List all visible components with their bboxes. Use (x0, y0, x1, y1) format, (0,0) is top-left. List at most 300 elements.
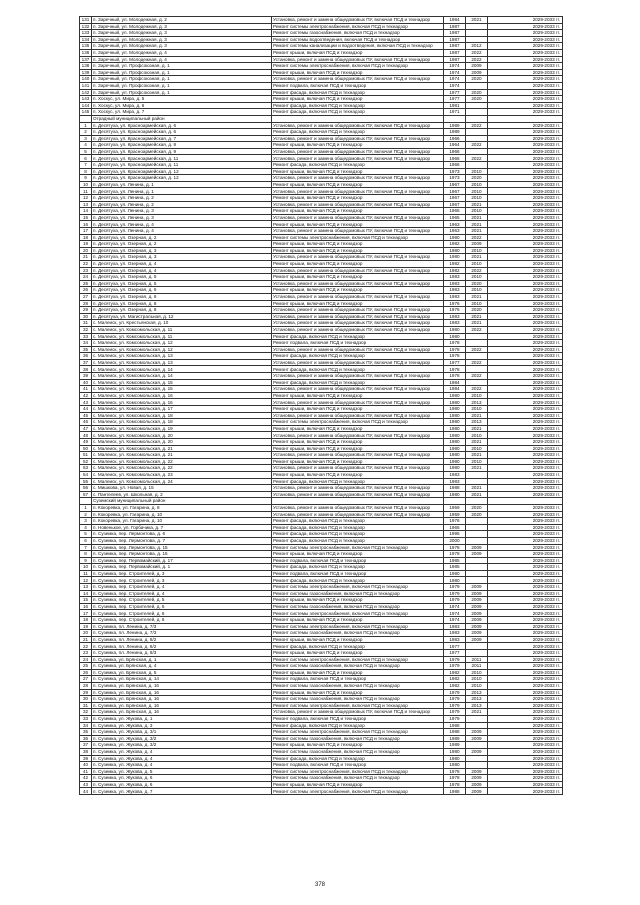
year-built-cell: 1964 (444, 142, 466, 149)
year-built-cell: 1980 (444, 458, 466, 465)
year-built-cell: 1980 (444, 326, 466, 333)
work-type-cell: Ремонт крыши, включая ПСД и технадзор (272, 195, 444, 202)
year-repair-cell: 2022 (466, 326, 488, 333)
period-cell: 2029-2033 гг. (488, 478, 563, 485)
work-type-cell: Установка, ремонт и замена общедомовых ПУ, включая ПСД и технадзор (272, 155, 444, 162)
period-cell: 2029-2033 гг. (488, 557, 563, 564)
work-type-cell: Ремонт крыши, включая ПСД и технадзор (272, 241, 444, 248)
year-repair-cell (466, 82, 488, 89)
table-row (80, 208, 563, 215)
year-repair-cell: 2009 (466, 768, 488, 775)
address-cell: с. Малеиск, ул. Комсомольская, д. 21 (92, 452, 272, 459)
period-cell: 2029-2033 гг. (488, 49, 563, 56)
address-cell: п. Суземка, пл. Ленина, д. 8/3 (92, 650, 272, 657)
row-number-cell: 46 (80, 419, 92, 426)
year-repair-cell: 2010 (466, 392, 488, 399)
year-repair-cell: 2009 (466, 603, 488, 610)
row-number-cell: 9 (80, 175, 92, 182)
address-cell: п. Суземка, ул. Жукова, д. 3 (92, 722, 272, 729)
year-built-cell: 1978 (444, 551, 466, 558)
table-row (80, 254, 563, 261)
row-number-cell: 40 (80, 762, 92, 769)
row-number-cell: 48 (80, 432, 92, 439)
year-built-cell: 1982 (444, 260, 466, 267)
work-type-cell: Ремонт крыши, включая ПСД и технадзор (272, 742, 444, 749)
address-cell: с. Пантелеев, ул. Школьная, д. 2 (92, 491, 272, 498)
work-type-cell: Установка, ремонт и замена общедомовых ПУ, включая ПСД и технадзор (272, 320, 444, 327)
year-built-cell: 1977 (444, 359, 466, 366)
year-built-cell: 1988 (444, 722, 466, 729)
year-built-cell: 1976 (444, 300, 466, 307)
year-repair-cell: 2022 (466, 49, 488, 56)
work-type-cell: Установка, ремонт и замена общедомовых ПУ, включая ПСД и технадзор (272, 491, 444, 498)
period-cell: 2029-2033 гг. (488, 102, 563, 109)
year-repair-cell: 2010 (466, 247, 488, 254)
row-number-cell: 22 (80, 260, 92, 267)
period-cell (488, 115, 563, 122)
work-type-cell: Ремонт крыши, включая ПСД и технадзор (272, 636, 444, 643)
table-row (80, 307, 563, 314)
period-cell: 2029-2033 гг. (488, 722, 563, 729)
period-cell: 2029-2033 гг. (488, 109, 563, 116)
address-cell: с. Малеиск, ул. Комсомольская, д. 16 (92, 399, 272, 406)
period-cell: 2029-2033 гг. (488, 458, 563, 465)
row-number-cell: 28 (80, 300, 92, 307)
period-cell: 2029-2033 гг. (488, 643, 563, 650)
year-built-cell: 1974 (444, 63, 466, 70)
address-cell: с. Малеиск, ул. Комсомольская, д. 16 (92, 392, 272, 399)
work-type-cell: Ремонт крыши, включая ПСД и технадзор (272, 458, 444, 465)
period-cell: 2029-2033 гг. (488, 359, 563, 366)
year-repair-cell: 2010 (466, 287, 488, 294)
table-row (80, 636, 563, 643)
address-cell: п. Кокоревка, ул. Гагарина, д. 10 (92, 511, 272, 518)
table-row (80, 742, 563, 749)
row-number-cell: 1 (80, 504, 92, 511)
table-row (80, 168, 563, 175)
table-row (80, 175, 563, 182)
period-cell: 2029-2033 гг. (488, 195, 563, 202)
row-number-cell: 24 (80, 274, 92, 281)
section-title: Отрадный муниципальный район (92, 115, 272, 122)
table-row (80, 293, 563, 300)
address-cell: п. Десятуха, ул. Озерная, д. 2 (92, 234, 272, 241)
table-row (80, 478, 563, 485)
period-cell: 2029-2033 гг. (488, 63, 563, 70)
row-number-cell: 7 (80, 544, 92, 551)
table-row (80, 788, 563, 795)
work-type-cell: Установка, ремонт и замена общедомовых ПУ, включая ПСД и технадзор (272, 386, 444, 393)
year-repair-cell: 2009 (466, 775, 488, 782)
work-type-cell: Ремонт системы электроснабжения, включая ПСД и технадзор (272, 63, 444, 70)
address-cell: п. Суземка, пер. Строителей, д. 6 (92, 610, 272, 617)
row-number-cell: 49 (80, 439, 92, 446)
year-repair-cell: 2022 (466, 234, 488, 241)
address-cell: с. Малеиск, ул. Комсомольская, д. 18 (92, 419, 272, 426)
work-type-cell: Ремонт системы газоснабжения, включая ПСД и технадзор (272, 748, 444, 755)
work-type-cell: Ремонт системы газоснабжения, включая ПСД и технадзор (272, 663, 444, 670)
address-cell: п. Хоскус, ул. Мира, д. 5 (92, 96, 272, 103)
year-built-cell: 1988 (444, 485, 466, 492)
address-cell: п. Суземка, ул. Жукова, д. 4 (92, 762, 272, 769)
table-row (80, 518, 563, 525)
address-cell: с. Малеиск, ул. Комсомольская, д. 13 (92, 353, 272, 360)
work-type-cell: Установка, ремонт и замена общедомовых ПУ, включая ПСД и технадзор (272, 485, 444, 492)
period-cell: 2029-2033 гг. (488, 432, 563, 439)
table-row (80, 333, 563, 340)
year-repair-cell: 2010 (466, 188, 488, 195)
address-cell: п. Суземка, пер. Первомайский, д. 1 (92, 564, 272, 571)
table-row (80, 590, 563, 597)
period-cell: 2029-2033 гг. (488, 702, 563, 709)
row-number-cell: 20 (80, 247, 92, 254)
work-type-cell: Ремонт фасада, включая ПСД и технадзор (272, 129, 444, 136)
year-repair-cell (466, 353, 488, 360)
table-row (80, 353, 563, 360)
year-built-cell: 1982 (444, 267, 466, 274)
period-cell: 2029-2033 гг. (488, 748, 563, 755)
address-cell: п. Суземка, ул. Жукова, д. 1 (92, 715, 272, 722)
year-repair-cell: 2013 (466, 399, 488, 406)
year-built-cell: 1979 (444, 663, 466, 670)
period-cell: 2029-2033 гг. (488, 682, 563, 689)
table-row (80, 511, 563, 518)
address-cell: п. Заречный, ул. Профсоюзная, д. 1 (92, 89, 272, 96)
table-row (80, 148, 563, 155)
address-cell: п. Заречный, ул. Молодежная, д. 4 (92, 56, 272, 63)
year-built-cell: 1974 (444, 617, 466, 624)
year-repair-cell: 2022 (466, 373, 488, 380)
year-built-cell: 1980 (444, 465, 466, 472)
work-type-cell: Ремонт фасада, включая ПСД и технадзор (272, 109, 444, 116)
year-repair-cell: 2021 (466, 485, 488, 492)
period-cell: 2029-2033 гг. (488, 419, 563, 426)
work-type-cell: Ремонт подвала, включая ПСД и технадзор (272, 676, 444, 683)
table-row (80, 610, 563, 617)
year-repair-cell (466, 755, 488, 762)
address-cell: с. Малеиск, ул. Комсомольская, д. 22 (92, 465, 272, 472)
table-row (80, 386, 563, 393)
period-cell: 2029-2033 гг. (488, 168, 563, 175)
period-cell: 2029-2033 гг. (488, 412, 563, 419)
year-repair-cell: 2022 (466, 122, 488, 129)
year-built-cell: 1980 (444, 399, 466, 406)
period-cell: 2029-2033 гг. (488, 650, 563, 657)
address-cell: п. Суземка, пер. Строителей, д. 6 (92, 603, 272, 610)
address-cell: п. Суземка, ул. Жукова, д. 6 (92, 781, 272, 788)
year-built-cell: 1980 (444, 234, 466, 241)
year-built-cell: 1980 (444, 755, 466, 762)
year-built-cell: 1987 (444, 49, 466, 56)
year-repair-cell (466, 557, 488, 564)
address-cell: с. Малеиск, ул. Комсомольская, д. 20 (92, 439, 272, 446)
period-cell: 2029-2033 гг. (488, 23, 563, 30)
period-cell: 2029-2033 гг. (488, 274, 563, 281)
year-repair-cell: 2020 (466, 89, 488, 96)
year-built-cell: 1971 (444, 109, 466, 116)
work-type-cell: Ремонт фасада, включая ПСД и технадзор (272, 162, 444, 169)
year-repair-cell: 2022 (466, 155, 488, 162)
table-row (80, 366, 563, 373)
year-built-cell: 1980 (444, 762, 466, 769)
year-repair-cell: 2022 (466, 386, 488, 393)
address-cell: п. Заречный, ул. Профсоюзная, д. 1 (92, 76, 272, 83)
row-number-cell: 26 (80, 287, 92, 294)
year-built-cell: 1979 (444, 584, 466, 591)
period-cell: 2029-2033 гг. (488, 313, 563, 320)
period-cell: 2029-2033 гг. (488, 96, 563, 103)
table-row (80, 234, 563, 241)
period-cell: 2029-2033 гг. (488, 709, 563, 716)
year-built-cell: 1979 (444, 597, 466, 604)
year-repair-cell: 2009 (466, 623, 488, 630)
period-cell: 2029-2033 гг. (488, 43, 563, 50)
period-cell: 2029-2033 гг. (488, 214, 563, 221)
year-built-cell: 1978 (444, 775, 466, 782)
address-cell: п. Десятуха, ул. Красноармейская, д. 8 (92, 142, 272, 149)
table-row (80, 504, 563, 511)
year-built-cell: 1979 (444, 656, 466, 663)
year-built-cell: 1989 (444, 129, 466, 136)
year-repair-cell: 2021 (466, 228, 488, 235)
year-built-cell (444, 498, 466, 505)
table-row (80, 392, 563, 399)
table-row (80, 682, 563, 689)
period-cell: 2029-2033 гг. (488, 280, 563, 287)
work-type-cell: Установка, ремонт и замена общедомовых ПУ, включая ПСД и технадзор (272, 373, 444, 380)
work-type-cell: Установка, ремонт и замена общедомовых ПУ, включая ПСД и технадзор (272, 280, 444, 287)
period-cell: 2029-2033 гг. (488, 491, 563, 498)
row-number-cell (80, 498, 92, 505)
year-built-cell: 1980 (444, 419, 466, 426)
year-repair-cell: 2010 (466, 195, 488, 202)
year-repair-cell: 2009 (466, 636, 488, 643)
period-cell: 2029-2033 гг. (488, 531, 563, 538)
year-repair-cell: 2009 (466, 241, 488, 248)
row-number-cell: 43 (80, 399, 92, 406)
address-cell: п. Десятуха, ул. Ленина, д. 4 (92, 221, 272, 228)
year-built-cell: 1974 (444, 603, 466, 610)
row-number-cell: 38 (80, 366, 92, 373)
work-type-cell: Ремонт фасада, включая ПСД и технадзор (272, 564, 444, 571)
year-repair-cell (466, 129, 488, 136)
year-built-cell: 1983 (444, 280, 466, 287)
work-type-cell: Ремонт фасада, включая ПСД и технадзор (272, 577, 444, 584)
table-row (80, 544, 563, 551)
address-cell: с. Малеиск, ул. Комсомольская, д. 11 (92, 333, 272, 340)
period-cell: 2029-2033 гг. (488, 570, 563, 577)
period-cell: 2029-2033 гг. (488, 630, 563, 637)
year-built-cell: 1977 (444, 89, 466, 96)
table-row (80, 458, 563, 465)
address-cell: п. Десятуха, ул. Ленина, д. 3 (92, 214, 272, 221)
table-row (80, 76, 563, 83)
year-repair-cell (466, 650, 488, 657)
year-repair-cell: 2021 (466, 439, 488, 446)
year-built-cell: 1959 (444, 511, 466, 518)
row-number-cell: 33 (80, 333, 92, 340)
year-repair-cell: 2020 (466, 76, 488, 83)
year-built-cell: 1984 (444, 379, 466, 386)
address-cell: п. Десятуха, ул. Озерная, д. 6 (92, 293, 272, 300)
address-cell: п. Заречный, ул. Профсоюзная, д. 1 (92, 82, 272, 89)
address-cell: п. Суземка, ул. Жукова, д. 6 (92, 775, 272, 782)
year-built-cell: 1983 (444, 471, 466, 478)
table-row (80, 471, 563, 478)
table-row (80, 89, 563, 96)
table-row (80, 346, 563, 353)
period-cell: 2029-2033 гг. (488, 307, 563, 314)
work-type-cell: Ремонт крыши, включая ПСД и технадзор (272, 300, 444, 307)
work-type-cell: Ремонт крыши, включая ПСД и технадзор (272, 439, 444, 446)
address-cell: п. Десятуха, ул. Озерная, д. 8 (92, 307, 272, 314)
year-repair-cell (466, 715, 488, 722)
work-type-cell: Ремонт системы водоотведения, включая ПСД и технадзор (272, 36, 444, 43)
table-row (80, 30, 563, 37)
table-row (80, 287, 563, 294)
row-number-cell: 44 (80, 406, 92, 413)
year-repair-cell (466, 471, 488, 478)
period-cell: 2029-2033 гг. (488, 386, 563, 393)
year-built-cell: 1974 (444, 610, 466, 617)
work-type-cell: Ремонт подвала, включая ПСД и технадзор (272, 340, 444, 347)
period-cell: 2029-2033 гг. (488, 715, 563, 722)
year-built-cell: 1980 (444, 491, 466, 498)
address-cell: п. Суземка, пер. Строителей, д. 3 (92, 570, 272, 577)
work-type-cell: Установка, ремонт и замена общедомовых ПУ, включая ПСД и технадзор (272, 56, 444, 63)
year-built-cell: 1980 (444, 570, 466, 577)
address-cell: п. Десятуха, ул. Озерная, д. 2 (92, 241, 272, 248)
work-type-cell: Ремонт системы электроснабжения, включая ПСД и технадзор (272, 23, 444, 30)
row-number-cell: 24 (80, 656, 92, 663)
address-cell: с. Малеиск, ул. Комсомольская, д. 18 (92, 412, 272, 419)
year-repair-cell (466, 537, 488, 544)
address-cell: с. Малеиск, ул. Комсомольская, д. 24 (92, 478, 272, 485)
row-number-cell: 7 (80, 162, 92, 169)
period-cell: 2029-2033 гг. (488, 762, 563, 769)
year-repair-cell: 2022 (466, 56, 488, 63)
year-repair-cell: 2021 (466, 709, 488, 716)
work-type-cell: Установка, ремонт и замена общедомовых ПУ, включая ПСД и технадзор (272, 432, 444, 439)
table-row (80, 570, 563, 577)
work-type-cell: Ремонт системы электроснабжения, включая ПСД и технадзор (272, 419, 444, 426)
year-built-cell: 1985 (444, 564, 466, 571)
period-cell: 2029-2033 гг. (488, 564, 563, 571)
work-type-cell: Ремонт крыши, включая ПСД и технадзор (272, 69, 444, 76)
address-cell: п. Суземка, ул. Брянская, д. 16 (92, 682, 272, 689)
period-cell: 2029-2033 гг. (488, 188, 563, 195)
work-type-cell: Ремонт подвала, включая ПСД и технадзор (272, 762, 444, 769)
table-row (80, 379, 563, 386)
row-number-cell: 143 (80, 96, 92, 103)
address-cell: п. Заречный, ул. Молодежная, д. 3 (92, 30, 272, 37)
table-row (80, 735, 563, 742)
row-number-cell: 36 (80, 735, 92, 742)
year-repair-cell: 2010 (466, 181, 488, 188)
year-built-cell: 1978 (444, 373, 466, 380)
row-number-cell: 33 (80, 715, 92, 722)
work-type-cell: Ремонт фасада, включая ПСД и технадзор (272, 537, 444, 544)
address-cell: п. Заречный, ул. Молодежная, д. 4 (92, 49, 272, 56)
table-row (80, 82, 563, 89)
row-number-cell: 47 (80, 425, 92, 432)
row-number-cell: 25 (80, 280, 92, 287)
year-repair-cell: 2009 (466, 69, 488, 76)
period-cell: 2029-2033 гг. (488, 465, 563, 472)
year-built-cell: 1980 (444, 406, 466, 413)
work-type-cell: Установка, ремонт и замена общедомовых ПУ, включая ПСД и технадзор (272, 399, 444, 406)
table-row (80, 412, 563, 419)
row-number-cell: 19 (80, 623, 92, 630)
year-built-cell: 1973 (444, 168, 466, 175)
table-row (80, 102, 563, 109)
work-type-cell: Установка, ремонт и замена общедомовых ПУ, включая ПСД и технадзор (272, 122, 444, 129)
table-row (80, 669, 563, 676)
address-cell: п. Десятуха, ул. Красноармейская, д. 12 (92, 168, 272, 175)
year-built-cell: 1983 (444, 320, 466, 327)
table-row (80, 228, 563, 235)
address-cell: п. Суземка, пл. Ленина, д. 8/2 (92, 643, 272, 650)
work-type-cell: Ремонт крыши, включая ПСД и технадзор (272, 260, 444, 267)
year-built-cell: 1974 (444, 82, 466, 89)
period-cell: 2029-2033 гг. (488, 551, 563, 558)
address-cell: п. Суземка, ул. Брянская, д. 5 (92, 669, 272, 676)
row-number-cell: 14 (80, 590, 92, 597)
work-type-cell: Ремонт крыши, включая ПСД и технадзор (272, 181, 444, 188)
period-cell: 2029-2033 гг. (488, 610, 563, 617)
row-number-cell: 6 (80, 155, 92, 162)
year-built-cell: 1980 (444, 445, 466, 452)
table-row (80, 300, 563, 307)
table-row (80, 313, 563, 320)
year-built-cell: 1967 (444, 201, 466, 208)
year-built-cell: 1987 (444, 36, 466, 43)
table-row (80, 241, 563, 248)
period-cell: 2029-2033 гг. (488, 742, 563, 749)
table-row (80, 406, 563, 413)
table-row (80, 702, 563, 709)
year-repair-cell (466, 577, 488, 584)
row-number-cell: 5 (80, 531, 92, 538)
year-built-cell: 1989 (444, 735, 466, 742)
address-cell: п. Суземка, ул. Жукова, д. 3/2 (92, 742, 272, 749)
year-repair-cell (466, 148, 488, 155)
row-number-cell: 53 (80, 465, 92, 472)
period-cell: 2029-2033 гг. (488, 755, 563, 762)
row-number-cell: 15 (80, 214, 92, 221)
period-cell: 2029-2033 гг. (488, 340, 563, 347)
address-cell: п. Десятуха, ул. Красноармейская, д. 6 (92, 122, 272, 129)
address-cell: с. Малеиск, ул. Комсомольская, д. 14 (92, 373, 272, 380)
row-number-cell: 137 (80, 56, 92, 63)
table-row (80, 201, 563, 208)
year-built-cell: 1974 (444, 69, 466, 76)
address-cell: п. Суземка, пер. Лермонтова, д. 6 (92, 531, 272, 538)
row-number-cell: 27 (80, 293, 92, 300)
year-repair-cell: 2013 (466, 419, 488, 426)
period-cell: 2029-2033 гг. (488, 155, 563, 162)
table-row (80, 195, 563, 202)
year-built-cell: 1980 (444, 333, 466, 340)
work-type-cell: Ремонт крыши, включая ПСД и технадзор (272, 49, 444, 56)
row-number-cell: 29 (80, 689, 92, 696)
address-cell: п. Суземка, ул. Жукова, д. 3/2 (92, 735, 272, 742)
row-number-cell: 34 (80, 340, 92, 347)
address-cell: с. Малеиск, ул. Комсомольская, д. 17 (92, 406, 272, 413)
row-number-cell: 31 (80, 320, 92, 327)
year-built-cell (444, 115, 466, 122)
table-row (80, 36, 563, 43)
